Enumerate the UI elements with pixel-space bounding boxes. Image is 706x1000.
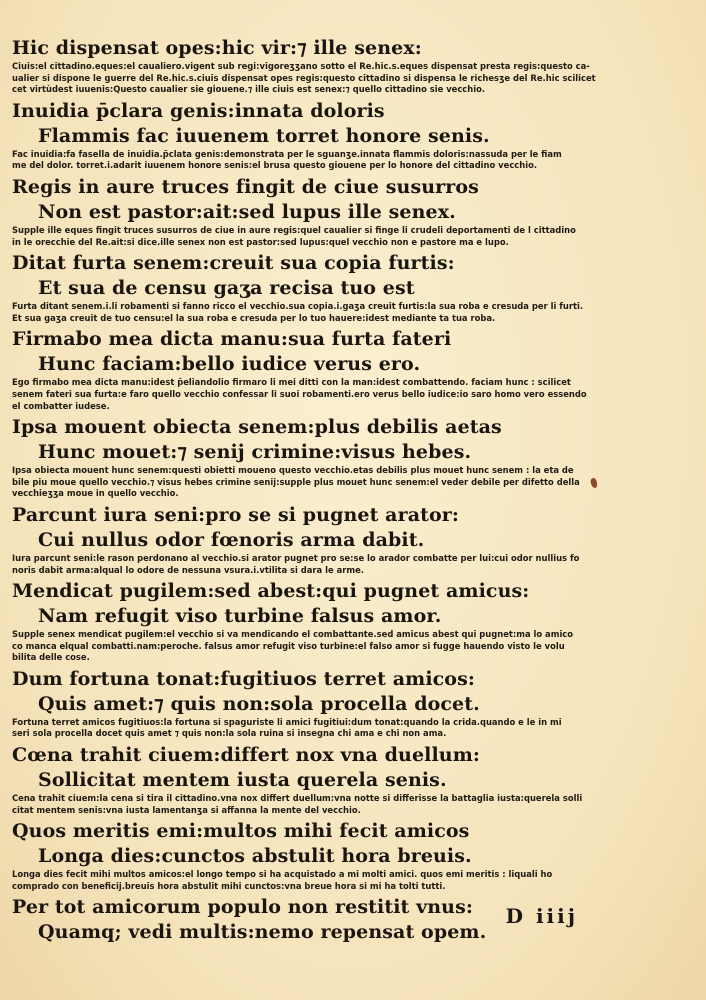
commentary-line: Ego firmabo mea dicta manu:idest p̄eliandolio firmaro li mei ditti con la man:idest combattendo. faciam hunc : scilicet [12,377,571,388]
commentary [12,301,676,324]
verse-line: Flammis fac iuuenem torret honore senis. [38,124,490,147]
commentary-line: Ciuis:el cittadino.eques:el caualiero.vigent sub regi:vigoreʒʒano sotto el Re.hic.s.eques dispensat presta regis:questo ca- [12,61,590,71]
stanza [12,503,676,576]
verse-line: Per tot amicorum populo non restitit vnus: [12,896,473,919]
stanza [12,579,676,664]
stanza [12,99,676,172]
verse-line: Non est pastor:ait:sed lupus ille senex. [38,200,456,223]
verse-line: Sollicitat mentem iusta querela senis. [38,769,447,792]
verse-line: Ipsa mouent obiecta senem:plus debilis aetas [12,416,502,439]
verse-line: Ditat furta senem:creuit sua copia furtis: [12,252,455,275]
verse-line: Hunc faciam:bello iudice verus ero. [38,353,421,376]
stanza [12,251,676,324]
verse-line: Firmabo mea dicta manu:sua furta fateri [12,328,452,351]
verse-line: Et sua de censu gaʒa recisa tuo est [38,277,415,300]
commentary [12,717,676,740]
stanza [12,175,676,248]
commentary-line: senem fateri sua furta:e faro quello vecchio confessar li suoi robamenti.ero verus bello iudice:io saro homo vero essendo [12,388,587,399]
commentary-line: Iura parcunt seni:le rason perdonano al vecchio.si arator pugnet pro se:se lo arador combatte per lui:cui odor nullius fo [12,552,580,563]
verse-line: Quis amet:⁊ quis non:sola procella docet. [38,692,480,715]
commentary [12,553,676,576]
commentary-line: Fortuna terret amicos fugitiuos:la fortuna si spaguriste li amici fugitiui:dum tonat:quando la crida.quando e le in mi [12,716,562,727]
verse-line: Dum fortuna tonat:fugitiuos terret amicos: [12,667,475,690]
commentary-line: vecchieʒʒa moue in quello vecchio. [12,488,179,499]
verse-line: Quos meritis emi:multos mihi fecit amicos [12,820,470,843]
stanza [12,743,676,816]
commentary [12,61,676,96]
stanza [12,819,676,892]
commentary-line: comprado con beneficij.breuis hora abstulit mihi cunctos:vna breue hora si mi ha tolti tutti. [12,880,446,891]
commentary-line: Furta ditant senem.i.li robamenti si fanno ricco el vecchio.sua copia.i.gaʒa creuit furtis:la sua roba e cresuda per li furti. [12,301,584,312]
verse-line: Quamq; vedi multis:nemo repensat opem. [38,921,487,944]
commentary-line: Fac inuidia:fa fasella de inuidia.p̄clata genis:demonstrata per le sguanʒe.innata flammis doloris:nassuda per le fiam [12,148,562,159]
commentary-line: cet virtùdest iuuenis:Questo caualier sie giouene.⁊ ille ciuis est senex:⁊ quello cittadino sie vecchio. [12,84,486,95]
verse-line: Longa dies:cunctos abstulit hora breuis. [38,845,472,868]
stanza [12,415,676,500]
commentary-line: co manca elqual combatti.nam:peroche. falsus amor refugit viso turbine:el falso amor si fugge hauendo visto le volu [12,640,565,651]
signature-mark: D iiij [505,904,578,928]
commentary [12,465,676,500]
stanza [12,667,676,740]
commentary-line: el combatter iudese. [12,400,110,411]
verse-line: Nam refugit viso turbine falsus amor. [38,605,442,628]
text-body [12,36,676,945]
commentary [12,149,676,172]
commentary-line: Cena trahit ciuem:la cena si tira il cittadino.vna nox differt duellum:vna notte si differisse la battaglia iusta:querela solli [12,793,583,804]
commentary-line: Et sua gaʒa creuit de tuo censu:el la sua roba e cresuda per lo tuo hauere:idest mediante ta tua roba. [12,312,496,323]
verse-line: Cœna trahit ciuem:differt nox vna duellum: [12,744,481,767]
commentary-line: Supple ille eques fingit truces susurros de ciue in aure regis:quel caualier si finge li crudeli deportamenti de l cittadino [12,224,576,235]
verse-line: Regis in aure truces fingit de ciue susurros [12,175,479,198]
verse-line: Cui nullus odor fœnoris arma dabit. [38,528,425,551]
commentary [12,629,676,664]
commentary [12,377,676,412]
verse-line: Inuidia p̄clara genis:innata doloris [12,99,385,122]
commentary-line: bilita delle cose. [12,652,90,663]
stanza [12,327,676,412]
commentary-line: Longa dies fecit mihi multos amicos:el longo tempo si ha acquistado a mi molti amici. quos emi meritis : liquali ho [12,869,553,880]
verse-line: Hunc mouet:⁊ senij crimine:visus hebes. [38,441,472,464]
verse-line: Mendicat pugilem:sed abest:qui pugnet amicus: [12,580,530,603]
commentary-line: bile piu moue quello vecchio.⁊ visus hebes crimine senij:supple plus mouet hunc senem:el veder debile per difetto della [12,476,580,487]
commentary-line: citat mentem senis:vna iusta lamentanʒa si affanna la mente del vecchio. [12,804,361,815]
verse-line: Parcunt iura seni:pro se si pugnet arator: [12,503,459,526]
commentary-line: me del dolor. torret.i.adarit iuuenem honore senis:el brusa questo giouene per lo honore del cittadino vecchio. [12,160,538,171]
commentary [12,869,676,892]
commentary-line: Ipsa obiecta mouent hunc senem:questi obietti moueno questo vecchio.etas debilis plus mouet hunc senem : la eta de [12,465,574,476]
commentary-line: noris dabit arma:alqual lo odore de nessuna vsura.i.vtilita si dara le arme. [12,564,364,575]
commentary-line: ualier si dispone le guerre del Re.hic.s.ciuis dispensat opes regis:questo cittadino si dispensa le richesʒe del Re.hic scilicet [12,72,596,83]
commentary-line: seri sola procella docet quis amet ⁊ quis non:la sola ruina si insegna chi ama e chi non ama. [12,728,447,739]
commentary-line: in le orecchie del Re.ait:si dice.ille senex non est pastor:sed lupus:quel vecchio non e pastore ma e lupo. [12,236,509,247]
verse-line: Hic dispensat opes:hic vir:⁊ ille senex: [12,37,422,59]
stanza [12,36,676,96]
commentary [12,793,676,816]
commentary [12,225,676,248]
commentary-line: Supple senex mendicat pugilem:el vecchio si va mendicando el combattante.sed amicus abest qui pugnet:ma lo amico [12,629,574,640]
